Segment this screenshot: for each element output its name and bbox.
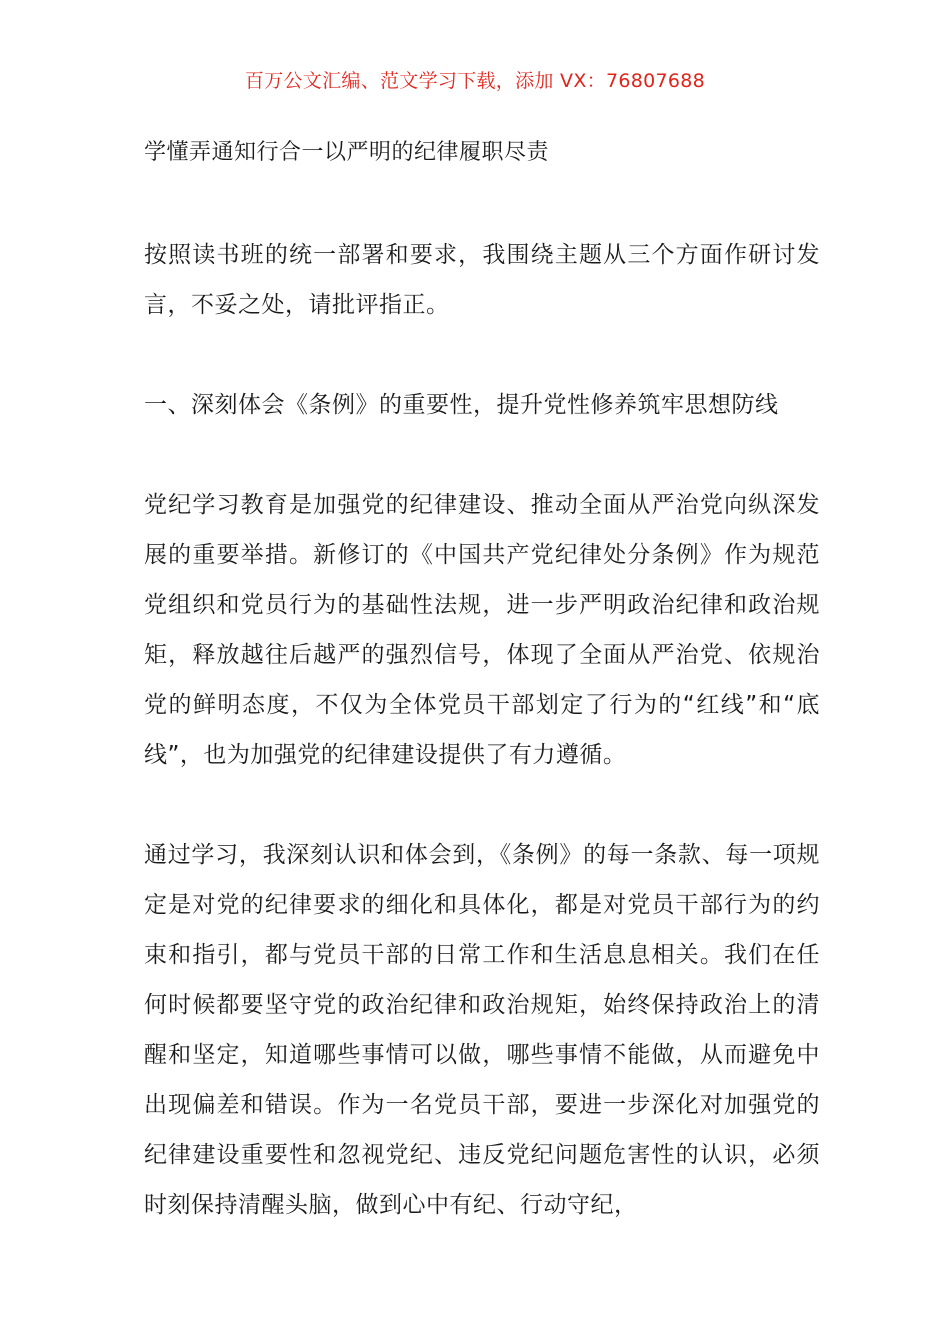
header-banner: 百万公文汇编、范文学习下载，添加 VX：76807688	[244, 70, 706, 92]
spacer	[144, 330, 820, 380]
section-heading: 一、深刻体会《条例》的重要性，提升党性修养筑牢思想防线	[144, 392, 779, 418]
document-title: 学懂弄通知行合一以严明的纪律履职尽责	[144, 140, 550, 165]
intro-paragraph: 按照读书班的统一部署和要求，我围绕主题从三个方面作研讨发言，不妥之处，请批评指正。	[144, 242, 820, 318]
spacer	[144, 430, 820, 480]
spacer	[144, 173, 820, 230]
document-body	[144, 133, 820, 1230]
body-paragraph-1: 党纪学习教育是加强党的纪律建设、推动全面从严治党向纵深发展的重要举措。新修订的《中国共产党纪律处分条例》作为规范党组织和党员行为的基础性法规，进一步严明政治纪律和政治规矩，释放越往后越严的强烈信号，体现了全面从严治党、依规治党的鲜明态度，不仅为全体党员干部划定了行为的“红线”和“底线”，也为加强党的纪律建设提供了有力遵循。	[144, 492, 820, 768]
body-paragraph-2: 通过学习，我深刻认识和体会到，《条例》的每一条款、每一项规定是对党的纪律要求的细化和具体化，都是对党员干部行为的约束和指引，都与党员干部的日常工作和生活息息相关。我们在任何时候都要坚守党的政治纪律和政治规矩，始终保持政治上的清醒和坚定，知道哪些事情可以做，哪些事情不能做，从而避免中出现偏差和错误。作为一名党员干部，要进一步深化对加强党的纪律建设重要性和忽视党纪、违反党纪问题危害性的认识，必须时刻保持清醒头脑，做到心中有纪、行动守纪，	[144, 842, 820, 1218]
spacer	[144, 780, 820, 830]
